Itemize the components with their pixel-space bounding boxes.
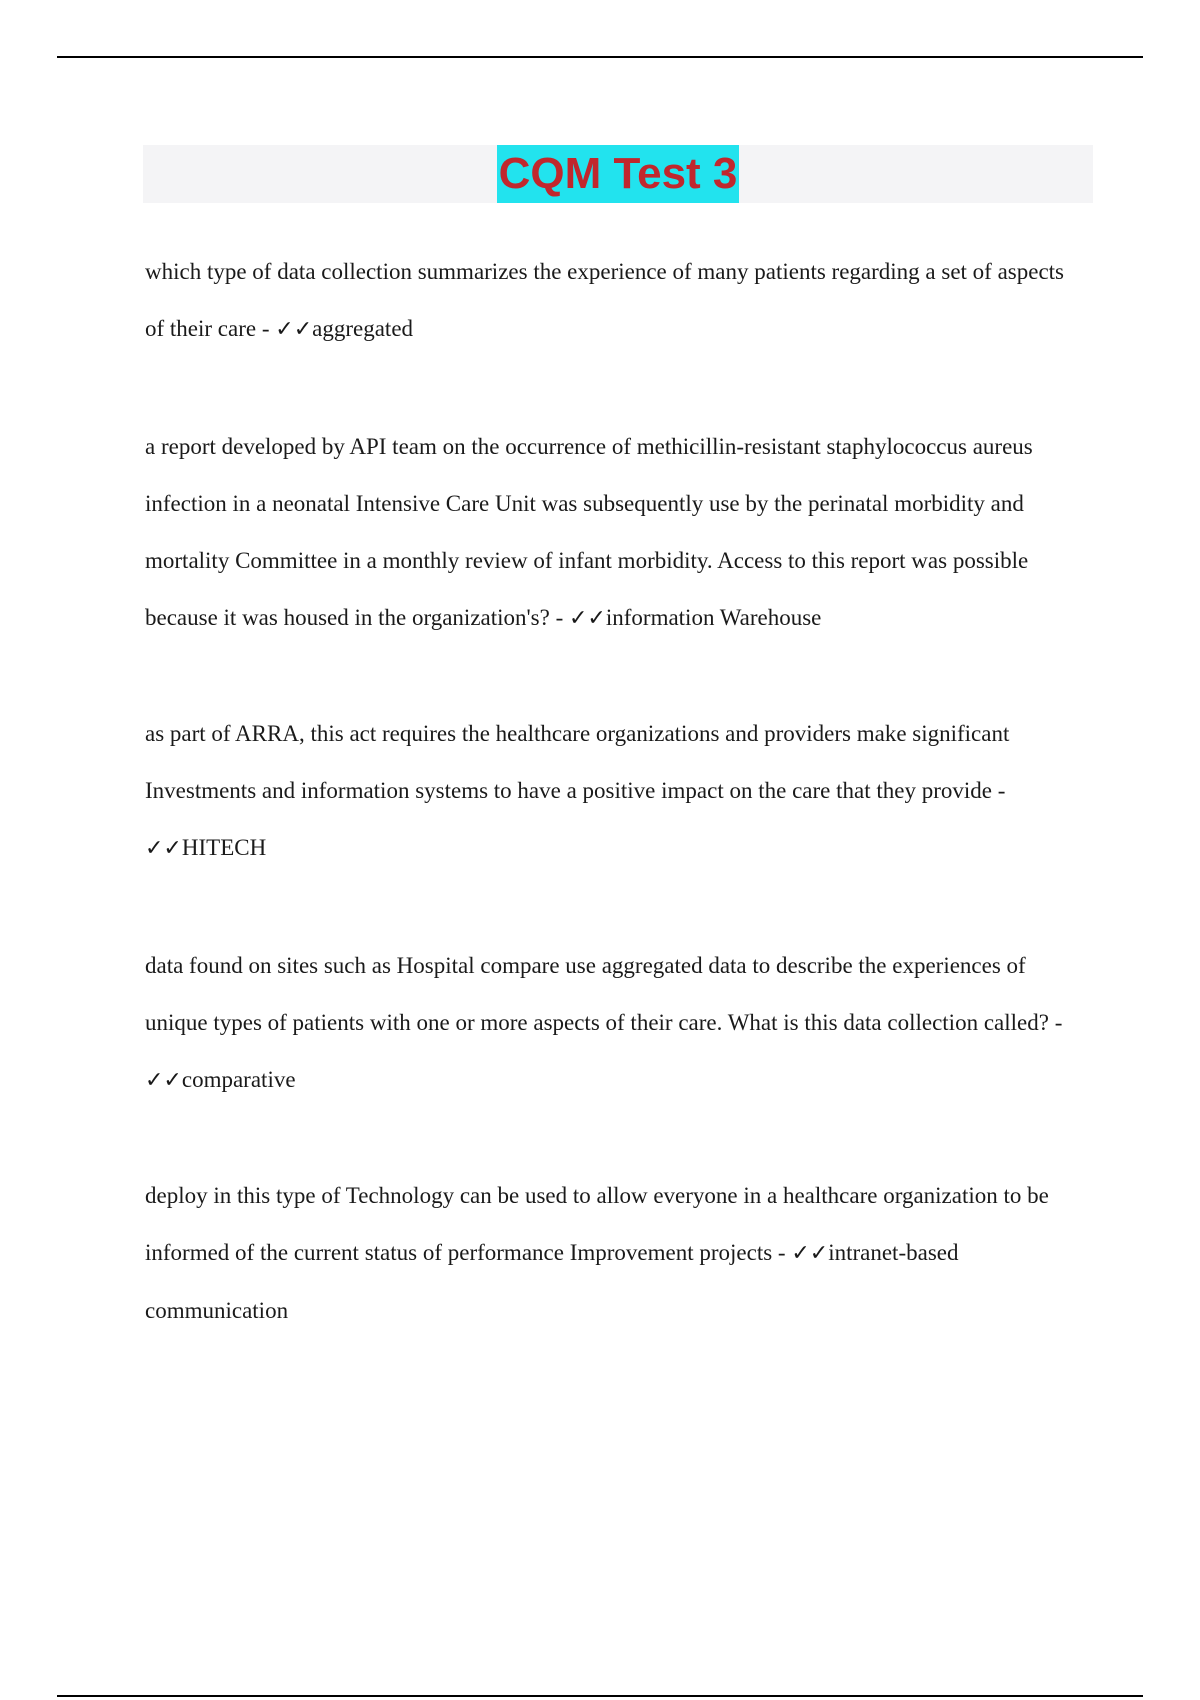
answer-text: intranet-based communication bbox=[145, 1240, 959, 1323]
question-text: as part of ARRA, this act requires the healthcare organizations and providers make significant Investments and information systems to have a positive impact on the care that they provide - bbox=[145, 721, 1010, 803]
qa-item bbox=[145, 1167, 1085, 1339]
check-mark-icon: ✓✓ bbox=[791, 1241, 829, 1266]
footer-rule bbox=[57, 1695, 1143, 1697]
answer-text: comparative bbox=[181, 1067, 296, 1092]
question-text: deploy in this type of Technology can be used to allow everyone in a healthcare organization to be informed of the current status of performance Improvement projects - bbox=[145, 1183, 1049, 1265]
check-mark-icon: ✓✓ bbox=[145, 1068, 182, 1093]
document-title: CQM Test 3 bbox=[497, 145, 740, 203]
answer-text: information Warehouse bbox=[605, 605, 822, 630]
answer-text: aggregated bbox=[312, 316, 414, 341]
check-mark-icon: ✓✓ bbox=[568, 606, 606, 631]
check-mark-icon: ✓✓ bbox=[275, 317, 313, 342]
answer-text: HITECH bbox=[181, 835, 267, 860]
qa-item bbox=[145, 705, 1085, 877]
question-text: which type of data collection summarizes the experience of many patients regarding a set of aspects of their care - bbox=[145, 259, 1065, 341]
qa-item bbox=[145, 243, 1085, 358]
question-text: a report developed by API team on the occurrence of methicillin-resistant staphylococcus aureus infection in a neonatal Intensive Care Unit was subsequently use by the perinatal morbidity and mortality Committee in a monthly review of infant morbidity. Access to this report was possible because it was housed in the organization's? - bbox=[145, 434, 1033, 630]
question-text: data found on sites such as Hospital compare use aggregated data to describe the experiences of unique types of patients with one or more aspects of their care. What is this data collection called? - bbox=[145, 953, 1063, 1035]
check-mark-icon: ✓✓ bbox=[145, 836, 182, 861]
title-band bbox=[143, 145, 1093, 203]
qa-item bbox=[145, 418, 1085, 647]
qa-item bbox=[145, 937, 1085, 1109]
header-rule bbox=[57, 56, 1143, 58]
